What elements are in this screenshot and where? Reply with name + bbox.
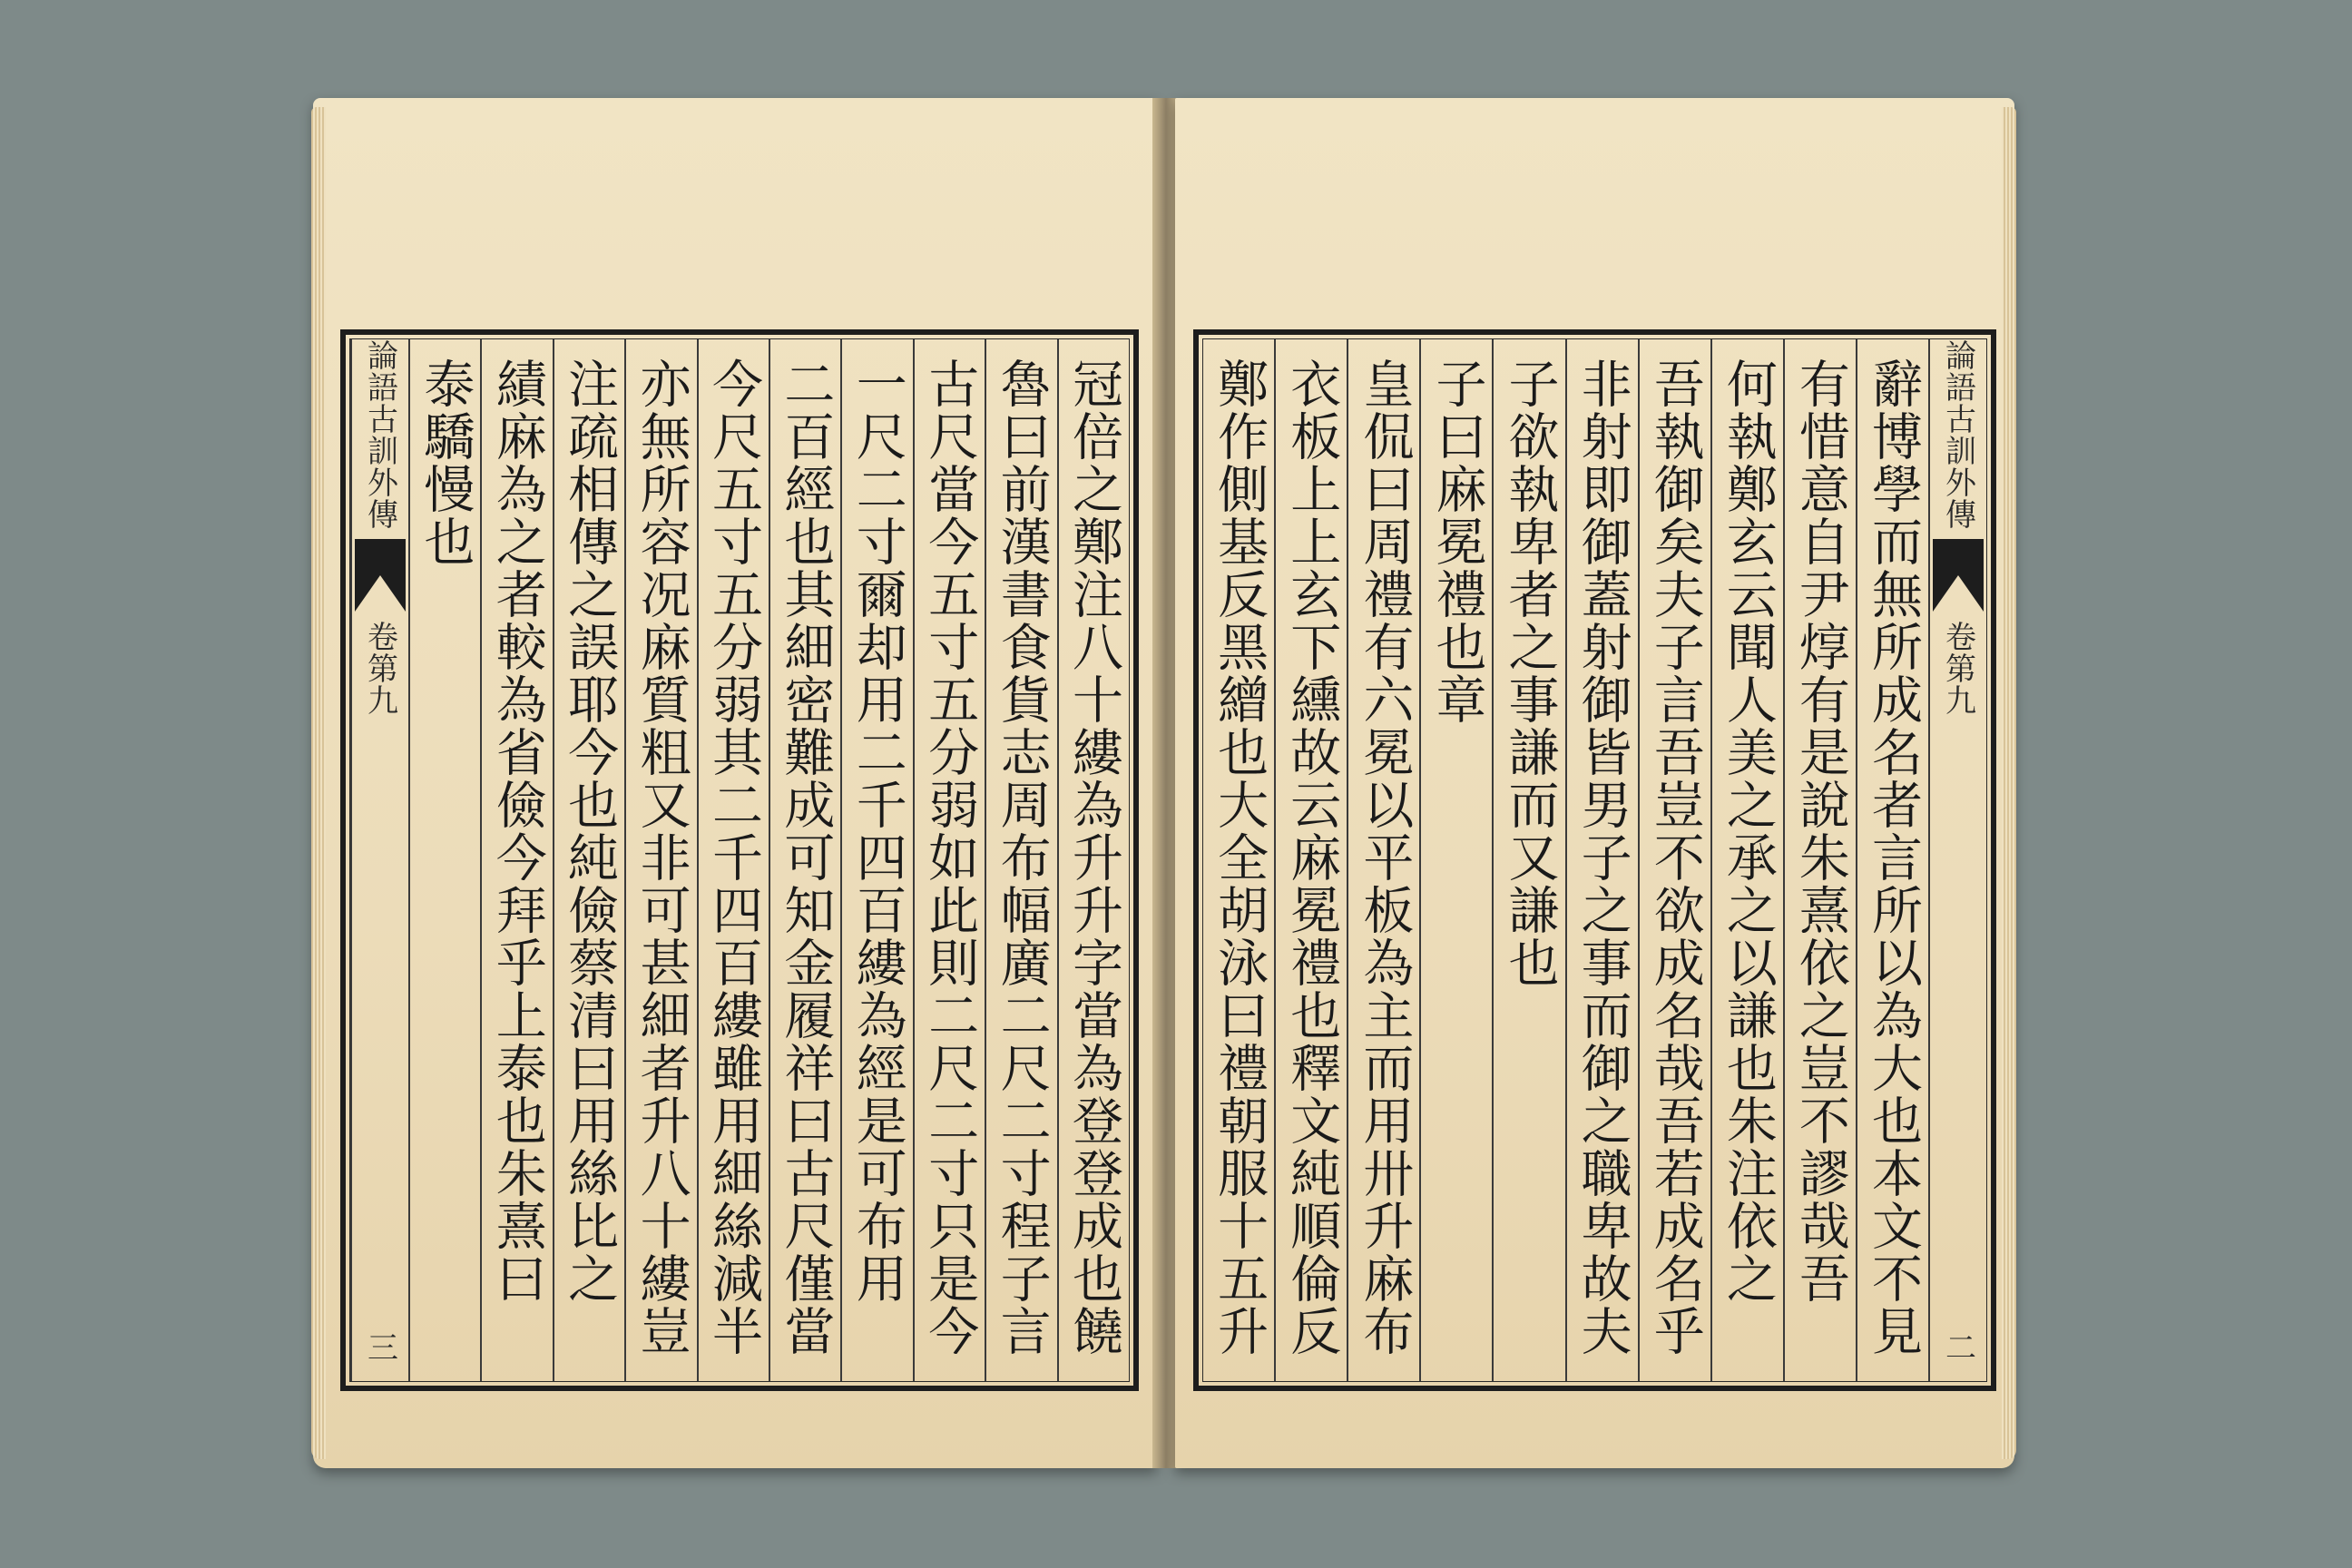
open-book — [313, 98, 2014, 1468]
left-center-margin — [350, 339, 408, 1381]
text-column: 非射即御蓋射御皆男子之事而御之職卑故夫 — [1565, 339, 1638, 1381]
text-column: 注疏相傳之誤耶今也純儉蔡清曰用絲比之 — [553, 339, 624, 1381]
book-title: 論語古訓外傳 — [361, 339, 398, 530]
fishtail-ornament-icon — [355, 539, 406, 612]
text-column: 吾執御矣夫子言吾豈不欲成名哉吾若成名乎 — [1638, 339, 1710, 1381]
text-column: 魯曰前漢書食貨志周布幅廣二尺二寸程子言 — [985, 339, 1056, 1381]
left-page — [313, 98, 1157, 1468]
folio-number: 三 — [361, 1331, 398, 1363]
text-column: 今尺五寸五分弱其二千四百縷雖用細絲減半 — [697, 339, 769, 1381]
text-column: 何執鄭玄云聞人美之承之以謙也朱注依之 — [1710, 339, 1783, 1381]
text-column: 子曰麻冕禮也章 — [1419, 339, 1492, 1381]
text-column: 一尺二寸爾却用二千四百縷為經是可布用 — [840, 339, 912, 1381]
text-column: 皇侃曰周禮有六冕以平板為主而用卅升麻布 — [1347, 339, 1419, 1381]
right-page — [1175, 98, 2014, 1468]
right-center-margin — [1928, 339, 1986, 1381]
chapter-label: 卷第九 — [361, 621, 398, 716]
right-text-frame — [1193, 329, 1996, 1391]
chapter-label: 卷第九 — [1939, 621, 1976, 716]
left-page-edge — [311, 107, 326, 1459]
text-column: 二百經也其細密難成可知金履祥曰古尺僅當 — [769, 339, 840, 1381]
text-column: 冠倍之鄭注八十縷為升升字當為登登成也饒 — [1057, 339, 1129, 1381]
text-column: 衣板上上玄下纁故云麻冕禮也釋文純順倫反 — [1274, 339, 1347, 1381]
text-column: 亦無所容况麻質粗又非可甚細者升八十縷豈 — [624, 339, 696, 1381]
book-title: 論語古訓外傳 — [1939, 339, 1976, 530]
text-column: 子欲執卑者之事謙而又謙也 — [1492, 339, 1564, 1381]
text-column: 辭博學而無所成名者言所以為大也本文不見 — [1856, 339, 1928, 1381]
fishtail-ornament-icon — [1933, 539, 1984, 612]
text-column: 古尺當今五寸五分弱如此則二尺二寸只是今 — [913, 339, 985, 1381]
left-text-frame — [340, 329, 1139, 1391]
text-column: 泰驕慢也 — [408, 339, 480, 1381]
text-column: 績麻為之者較為省儉今拜乎上泰也朱熹曰 — [480, 339, 552, 1381]
folio-number: 二 — [1939, 1331, 1976, 1363]
text-column: 鄭作側基反黑繒也大全胡泳曰禮朝服十五升 — [1210, 358, 1269, 1357]
text-column: 有惜意自尹焞有是說朱熹依之豈不謬哉吾 — [1783, 339, 1856, 1381]
right-page-edge — [2002, 107, 2016, 1459]
